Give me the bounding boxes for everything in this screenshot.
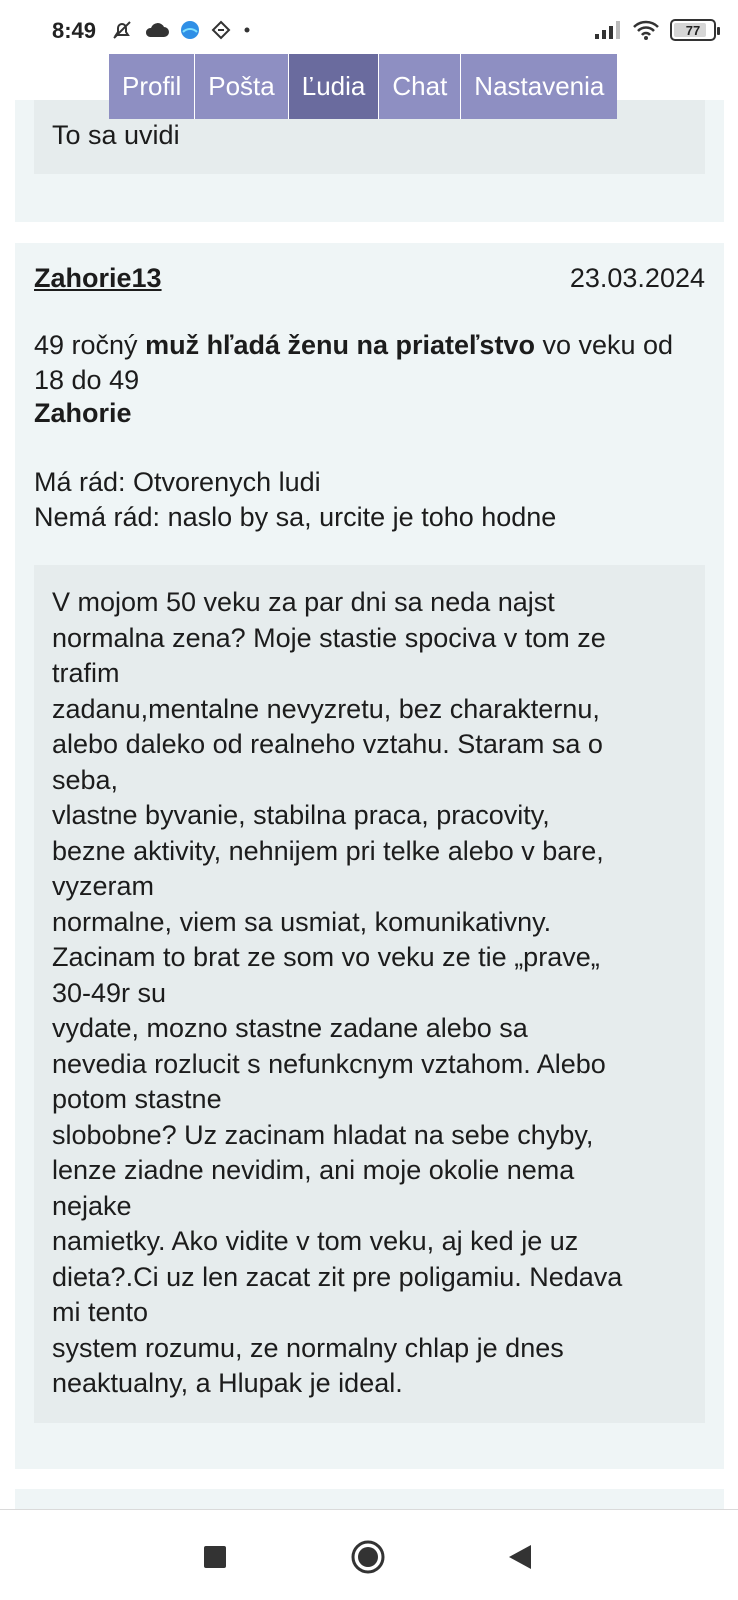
- profile-summary: [34, 328, 704, 398]
- seeking-text: muž hľadá ženu na priateľstvo: [145, 330, 535, 360]
- bio-line: namietky. Ako vidite v tom veku, aj ked je uz: [52, 1226, 579, 1256]
- bio-line: V mojom 50 veku za par dni sa neda najst: [52, 587, 555, 617]
- dislikes-line: [34, 500, 556, 535]
- age-range-text: vo veku od 18 do 49: [34, 330, 674, 395]
- back-triangle-icon[interactable]: [500, 1537, 540, 1577]
- bio-line: alebo daleko od realneho vztahu. Staram sa o: [52, 729, 603, 759]
- notification-icons: [110, 18, 252, 42]
- bio-line: vyzeram: [52, 871, 155, 901]
- likes-value: Otvorenych ludi: [133, 467, 321, 497]
- tag-icon: [210, 19, 232, 41]
- home-circle-icon[interactable]: [348, 1537, 388, 1577]
- recents-square-icon[interactable]: [195, 1537, 235, 1577]
- nav-nastavenia[interactable]: Nastavenia: [461, 54, 617, 119]
- main-nav: [109, 54, 617, 119]
- bio-line: zadanu,mentalne nevyzretu, bez charakternu,: [52, 693, 600, 724]
- likes-line: [34, 465, 556, 500]
- bio-line: neaktualny, a Hlupak je ideal.: [52, 1368, 403, 1398]
- bio-line: vlastne byvanie, stabilna praca, pracovity,: [52, 800, 550, 830]
- profile-card: [15, 243, 724, 1469]
- nav-profil[interactable]: Profil: [109, 54, 195, 119]
- bio-line: 30-49r su: [52, 977, 167, 1008]
- likes-label: Má rád:: [34, 467, 134, 497]
- bio-line: slobobne? Uz zacinam hladat na sebe chyby,: [52, 1119, 594, 1150]
- bio-line: normalne, viem sa usmiat, komunikativny.: [52, 906, 552, 937]
- bio-line: nevedia rozlucit s nefunkcnym vztahom. Alebo: [52, 1048, 606, 1079]
- bio-line: trafim: [52, 658, 120, 688]
- signal-icon: [594, 20, 622, 40]
- system-nav-bar: [0, 1509, 738, 1600]
- preferences: [34, 465, 556, 535]
- bio-line: Zacinam to brat ze som vo veku ze tie „prave„: [52, 942, 600, 972]
- bio-line: vydate, mozno stastne zadane alebo sa: [52, 1013, 528, 1043]
- battery-level: 77: [685, 22, 701, 38]
- bio-line: bezne aktivity, nehnijem pri telke alebo v bare,: [52, 835, 604, 866]
- bio-line: nejake: [52, 1190, 132, 1221]
- nav-posta[interactable]: Pošta: [195, 54, 289, 119]
- bell-off-icon: [110, 18, 134, 42]
- region: Zahorie: [34, 398, 132, 428]
- dislikes-label: Nemá rád:: [34, 502, 168, 532]
- age-text: 49 ročný: [34, 330, 146, 360]
- post-date: 23.03.2024: [569, 263, 705, 293]
- globe-icon: [180, 20, 200, 40]
- bio-line: normalna zena? Moje stastie spociva v tom ze: [52, 622, 606, 653]
- bio-line: potom stastne: [52, 1084, 222, 1114]
- battery-icon: [670, 19, 716, 41]
- nav-chat[interactable]: Chat: [379, 54, 461, 119]
- wifi-icon: [632, 19, 660, 41]
- bio-line: mi tento: [52, 1297, 149, 1327]
- system-icons: [594, 19, 716, 41]
- status-bar: [0, 0, 738, 54]
- nav-ludia[interactable]: Ľudia: [289, 54, 380, 119]
- bio-box: [34, 565, 705, 1423]
- clock: 8:49: [52, 18, 97, 43]
- cloud-icon: [144, 20, 170, 40]
- bio-line: system rozumu, ze normalny chlap je dnes: [52, 1332, 564, 1363]
- bio-line: dieta?.Ci uz len zacat zit pre poligamiu. Nedava: [52, 1261, 623, 1292]
- bio-line: seba,: [52, 764, 119, 795]
- bio-line: lenze ziadne nevidim, ani moje okolie nema: [52, 1155, 575, 1185]
- bio-text-previous: To sa uvidi: [52, 120, 180, 150]
- dot-icon: [242, 25, 252, 35]
- dislikes-value: naslo by sa, urcite je toho hodne: [167, 502, 557, 532]
- username-link[interactable]: Zahorie13: [34, 263, 162, 293]
